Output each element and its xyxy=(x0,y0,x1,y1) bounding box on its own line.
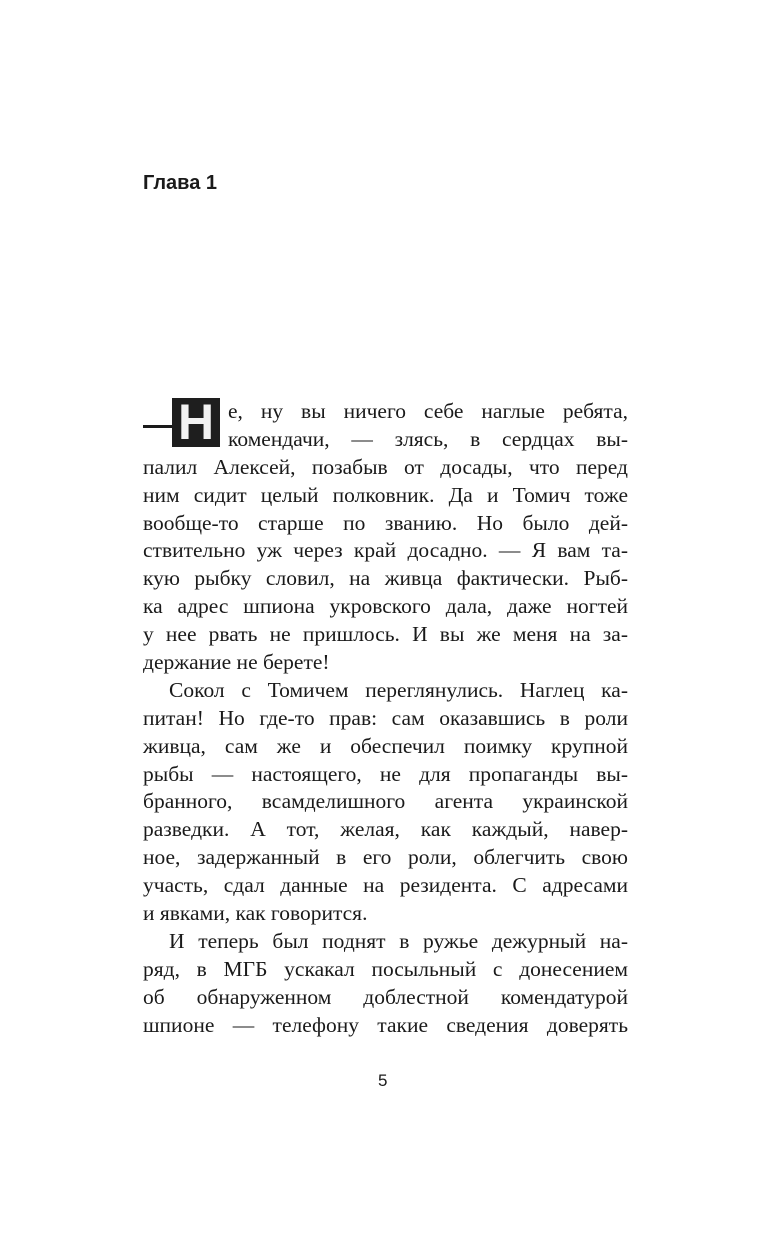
text-line: вообще-то старше по званию. Но было дей- xyxy=(143,510,628,535)
text-line: живца, сам же и обеспечил поимку крупной xyxy=(143,733,628,758)
text-line: участь, сдал данные на резидента. С адресами xyxy=(143,873,628,898)
drop-cap: Н xyxy=(172,398,220,447)
page-number: 5 xyxy=(378,1071,388,1090)
text-line: ряд, в МГБ ускакал посыльный с донесением xyxy=(143,956,628,981)
text-line: Сокол с Томичем переглянулись. Наглец ка- xyxy=(169,677,628,702)
paragraph xyxy=(143,677,628,928)
text-line: ное, задержанный в его роли, облегчить свою xyxy=(143,845,628,870)
text-line: шпионе — телефону такие сведения доверять xyxy=(143,1012,628,1037)
text-line: у нее рвать не пришлось. И вы же меня на за- xyxy=(143,622,628,647)
text-line: бранного, всамделишного агента украинской xyxy=(143,789,628,814)
text-line: рыбы — настоящего, не для пропаганды вы- xyxy=(143,761,628,786)
text-line: ним сидит целый полковник. Да и Томич тоже xyxy=(143,482,628,507)
text-line: ствительно уж через край досадно. — Я вам та- xyxy=(143,538,628,563)
text-line: разведки. А тот, желая, как каждый, навер- xyxy=(143,817,628,842)
text-line: палил Алексей, позабыв от досады, что перед xyxy=(143,454,628,479)
text-line: ка адрес шпиона укровского дала, даже ногтей xyxy=(143,594,628,619)
body-text xyxy=(143,398,628,1039)
text-line: питан! Но где-то прав: сам оказавшись в роли xyxy=(143,705,628,730)
text-line: об обнаруженном доблестной комендатурой xyxy=(143,984,628,1009)
text-line: кую рыбку словил, на живца фактически. Рыб- xyxy=(143,566,628,591)
text-line: комендачи, — злясь, в сердцах вы- xyxy=(228,426,628,451)
text-line: е, ну вы ничего себе наглые ребята, xyxy=(228,399,628,423)
text-line: И теперь был поднят в ружье дежурный на- xyxy=(169,928,628,953)
text-line: держание не берете! xyxy=(143,650,330,675)
chapter-title: Глава 1 xyxy=(143,172,218,194)
paragraph xyxy=(143,398,628,677)
paragraph xyxy=(143,928,628,1040)
text-line: и явками, как говорится. xyxy=(143,901,368,926)
